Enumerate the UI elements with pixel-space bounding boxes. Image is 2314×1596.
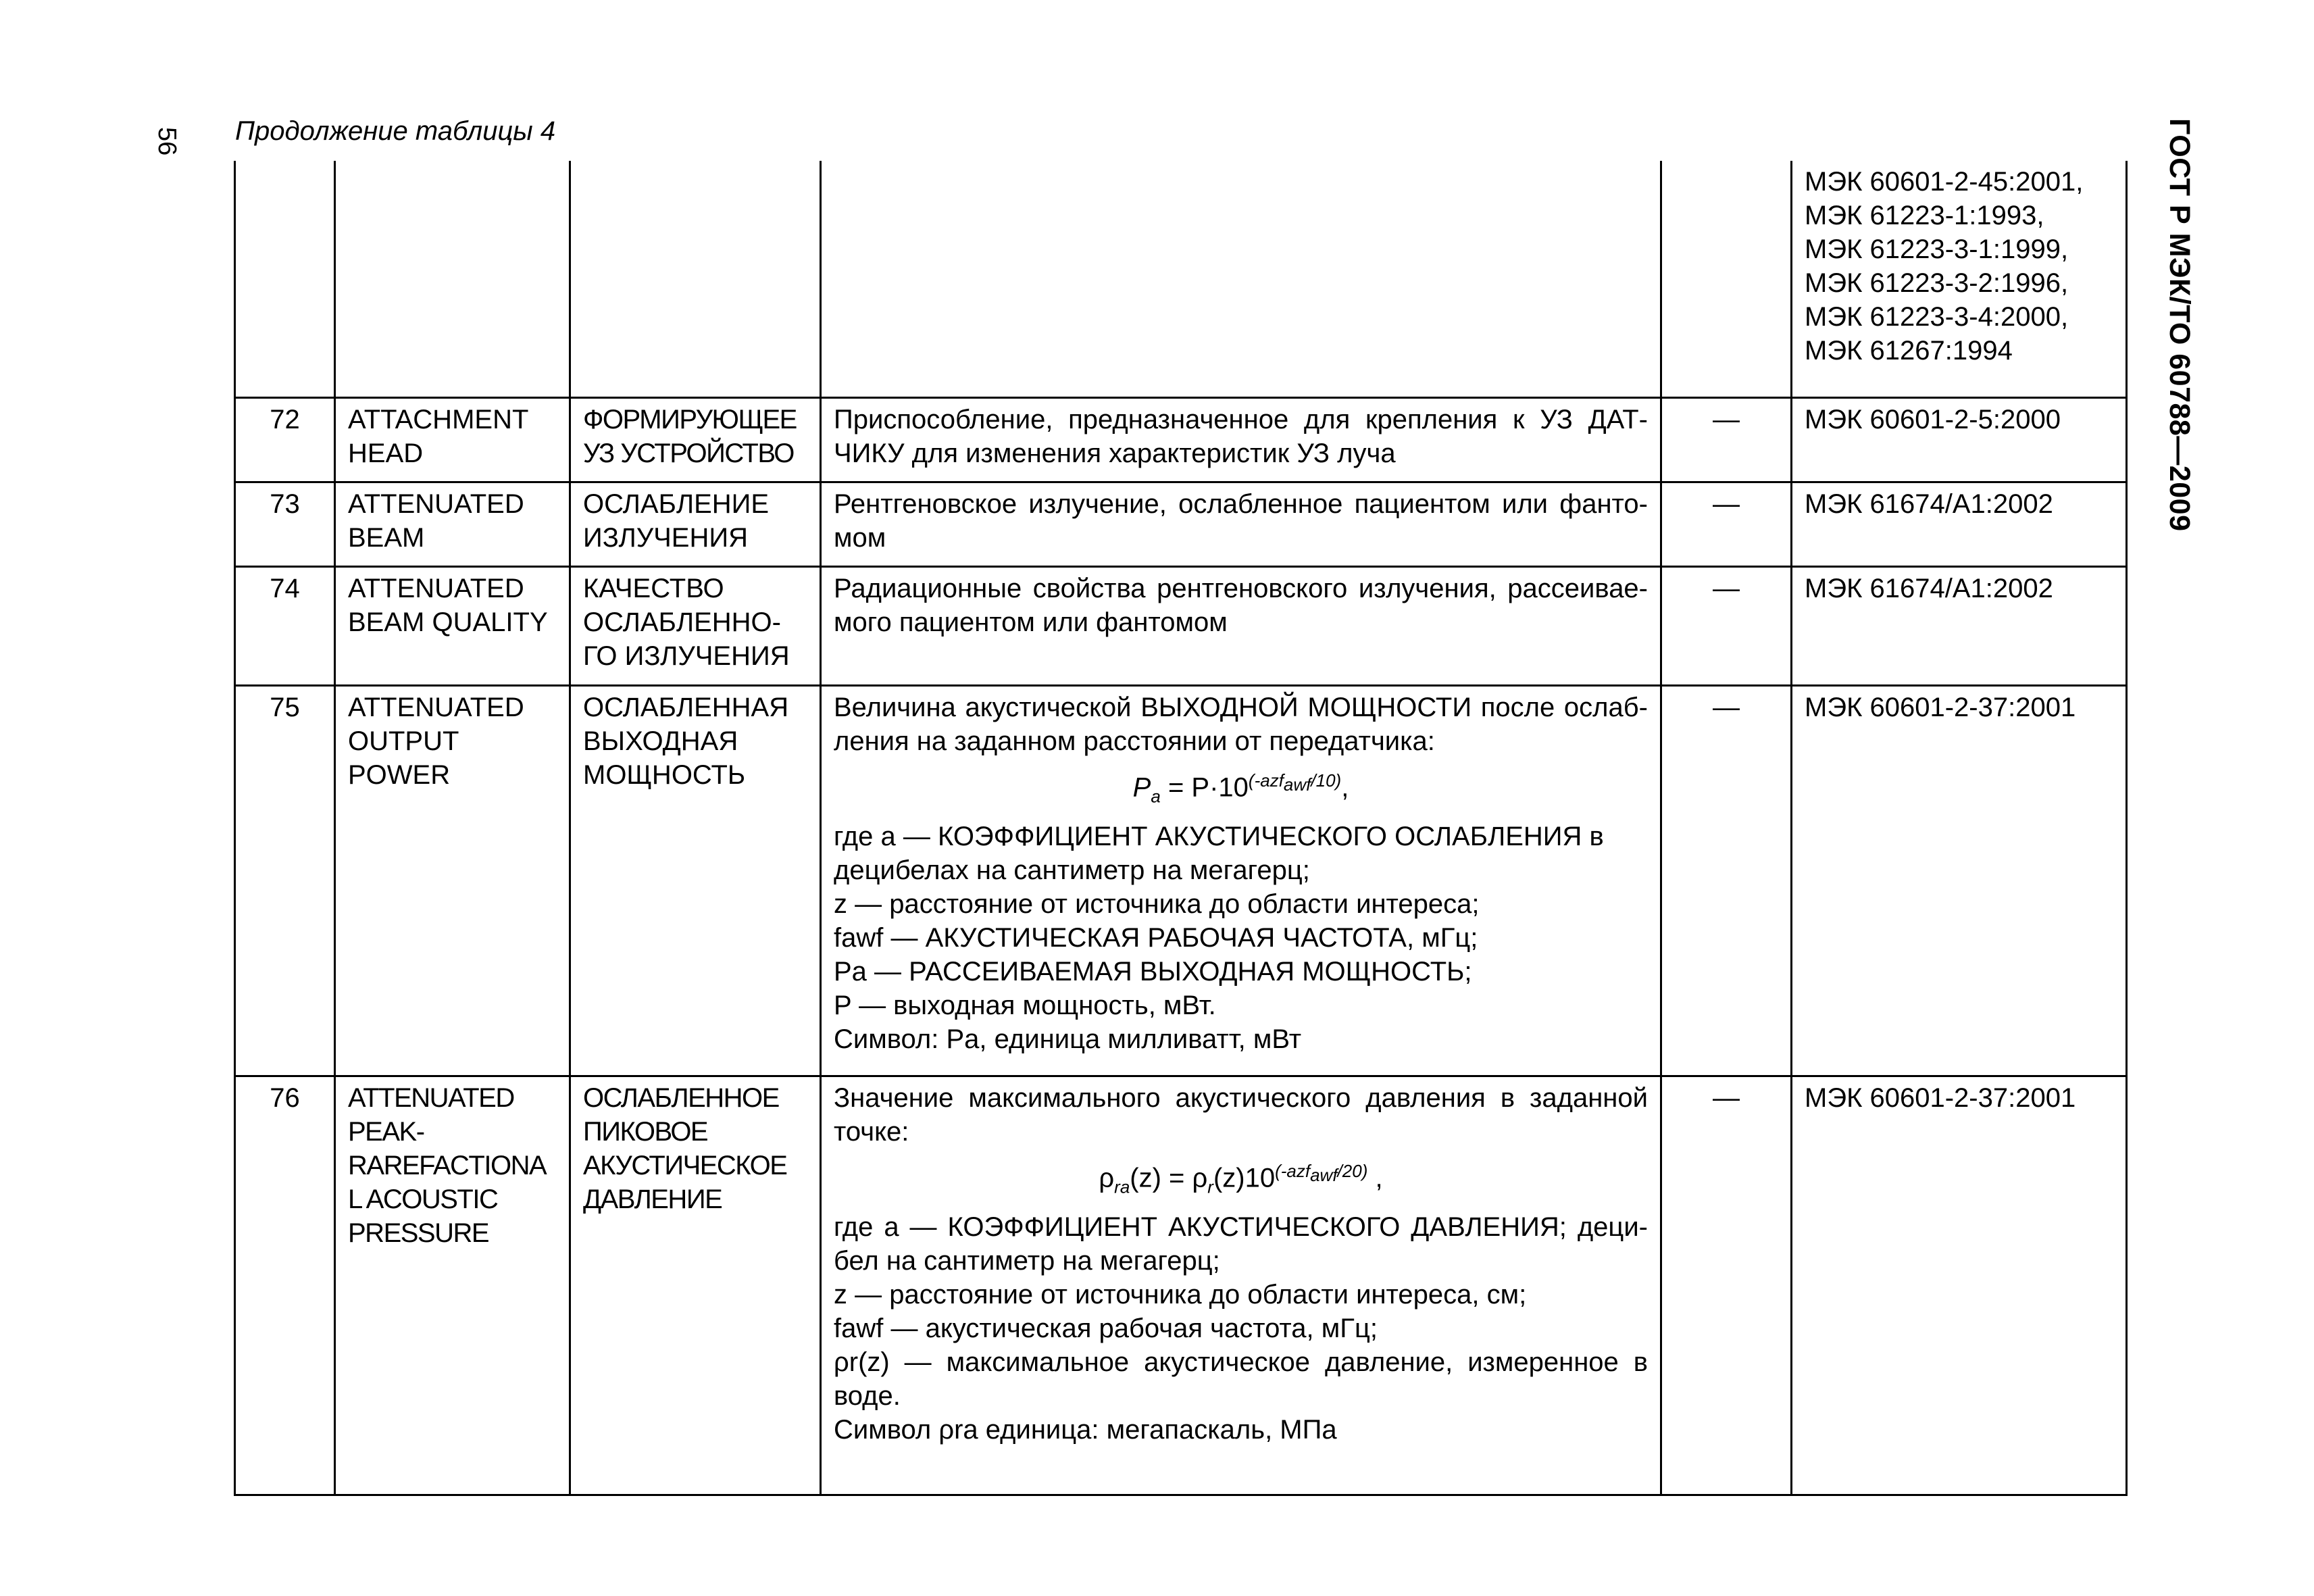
- formula: [834, 764, 1648, 813]
- formula: [834, 1154, 1648, 1203]
- dash-cell: [1661, 161, 1792, 397]
- definition-where-5: Символ: Pa, единица милливатт, мВт: [834, 1024, 1302, 1054]
- definition-where-2: fawf — акустическая рабочая частота, мГц;: [834, 1313, 1378, 1343]
- reference-cell: МЭК 60601-2-37:2001: [1792, 685, 2127, 1076]
- ru-term-cell: ОСЛАБЛЕНИЕ ИЗЛУЧЕНИЯ: [570, 482, 821, 566]
- definition-where-1: z — расстояние от источника до области интереса, см;: [834, 1279, 1527, 1310]
- table-row: [235, 685, 2127, 1076]
- ru-term-cell: ОСЛАБЛЕННАЯ ВЫХОДНАЯ МОЩНОСТЬ: [570, 685, 821, 1076]
- en-term-cell: ATTENUATED BEAM QUALITY: [335, 566, 570, 685]
- formula-mid-sub: r: [1207, 1176, 1213, 1197]
- definition-where-3: ρr(z) — максимальное акустическое давление, измеренное в воде.: [834, 1347, 1648, 1411]
- en-term-cell: ATTENUATED PEAK-RAREFACTIONAL ACOUSTIC PRESSURE: [335, 1076, 570, 1495]
- dash-cell: —: [1661, 685, 1792, 1076]
- table-row: [235, 566, 2127, 685]
- ru-term-cell: [570, 161, 821, 397]
- reference-cell: МЭК 60601-2-5:2000: [1792, 397, 2127, 482]
- dash-cell: —: [1661, 397, 1792, 482]
- en-term-cell: ATTENUATED BEAM: [335, 482, 570, 566]
- page-number: 56: [153, 127, 181, 156]
- terms-table: [234, 161, 2128, 1496]
- definition-where-0: где a — КОЭФФИЦИЕНТ АКУСТИЧЕСКОГО ДАВЛЕНИЯ; деци-бел на сантиметр на мегагерц;: [834, 1212, 1648, 1276]
- num-cell: 76: [235, 1076, 335, 1495]
- en-term-cell: ATTACHMENT HEAD: [335, 397, 570, 482]
- definition-cell: [821, 685, 1661, 1076]
- reference-cell: МЭК 60601-2-37:2001: [1792, 1076, 2127, 1495]
- dash-cell: —: [1661, 1076, 1792, 1495]
- formula-lhs-sub: ra: [1114, 1176, 1130, 1197]
- definition-where-3: Pa — РАССЕИВАЕМАЯ ВЫХОДНАЯ МОЩНОСТЬ;: [834, 956, 1472, 987]
- definition-where-4: Символ ρra единица: мегапаскаль, МПа: [834, 1414, 1337, 1445]
- definition-cell: Рентгеновское излучение, ослабленное пациентом или фанто-мом: [821, 482, 1661, 566]
- definition-where-2: fawf — АКУСТИЧЕСКАЯ РАБОЧАЯ ЧАСТОТА, мГц;: [834, 922, 1478, 953]
- num-cell: 74: [235, 566, 335, 685]
- formula-lhs-sub: a: [1151, 785, 1161, 806]
- en-term-cell: [335, 161, 570, 397]
- definition-where-4: P — выходная мощность, мВт.: [834, 990, 1216, 1020]
- definition-cell: [821, 161, 1661, 397]
- table-caption: Продолжение таблицы 4: [235, 116, 556, 146]
- ru-term-cell: КАЧЕСТВО ОСЛАБЛЕННО-ГО ИЗЛУЧЕНИЯ: [570, 566, 821, 685]
- standard-title: ГОСТ Р МЭК/ТО 60788—2009: [2163, 118, 2196, 532]
- formula-eq: =: [1160, 772, 1192, 802]
- formula-rhs: (z)10: [1213, 1162, 1276, 1193]
- formula-tail: ,: [1367, 1162, 1383, 1193]
- num-cell: [235, 161, 335, 397]
- reference-cell: МЭК 61674/А1:2002: [1792, 566, 2127, 685]
- num-cell: 73: [235, 482, 335, 566]
- table-row: [235, 161, 2127, 397]
- reference-cell: МЭК 60601-2-45:2001, МЭК 61223-1:1993, МЭК 61223-3-1:1999, МЭК 61223-3-2:1996, МЭК 61223-3-4:2000, МЭК 61267:1994: [1792, 161, 2127, 397]
- en-term-cell: ATTENUATED OUTPUT POWER: [335, 685, 570, 1076]
- table-row: [235, 397, 2127, 482]
- table-row: [235, 1076, 2127, 1495]
- definition-intro: Величина акустической ВЫХОДНОЙ МОЩНОСТИ после ослаб-ления на заданном расстоянии от передатчика:: [834, 692, 1648, 756]
- table-row: [235, 482, 2127, 566]
- ru-term-cell: ОСЛАБЛЕННОЕ ПИКОВОЕ АКУСТИЧЕСКОЕ ДАВЛЕНИЕ: [570, 1076, 821, 1495]
- formula-exponent: (-azfawf/20): [1275, 1160, 1368, 1185]
- definition-cell: Радиационные свойства рентгеновского излучения, рассеивае-мого пациентом или фантомом: [821, 566, 1661, 685]
- reference-cell: МЭК 61674/А1:2002: [1792, 482, 2127, 566]
- definition-where-1: z — расстояние от источника до области интереса;: [834, 889, 1480, 919]
- dash-cell: —: [1661, 482, 1792, 566]
- dash-cell: —: [1661, 566, 1792, 685]
- ru-term-cell: ФОРМИРУЮЩЕЕ УЗ УСТРОЙСТВО: [570, 397, 821, 482]
- definition-intro: Значение максимального акустического давления в заданной точке:: [834, 1082, 1648, 1147]
- formula-exponent: (-azfawf/10): [1248, 770, 1342, 795]
- formula-mid: (z) = ρ: [1130, 1162, 1208, 1193]
- definition-cell: [821, 1076, 1661, 1495]
- definition-where-0: где a — КОЭФФИЦИЕНТ АКУСТИЧЕСКОГО ОСЛАБЛЕНИЯ в децибелах на сантиметр на мегагерц;: [834, 821, 1604, 885]
- num-cell: 72: [235, 397, 335, 482]
- definition-cell: Приспособление, предназначенное для крепления к УЗ ДАТ-ЧИКУ для изменения характеристик УЗ луча: [821, 397, 1661, 482]
- formula-tail: ,: [1341, 772, 1349, 802]
- num-cell: 75: [235, 685, 335, 1076]
- formula-lhs: P: [1132, 772, 1151, 802]
- formula-rhs: P·10: [1191, 772, 1249, 802]
- formula-lhs: ρ: [1099, 1162, 1115, 1193]
